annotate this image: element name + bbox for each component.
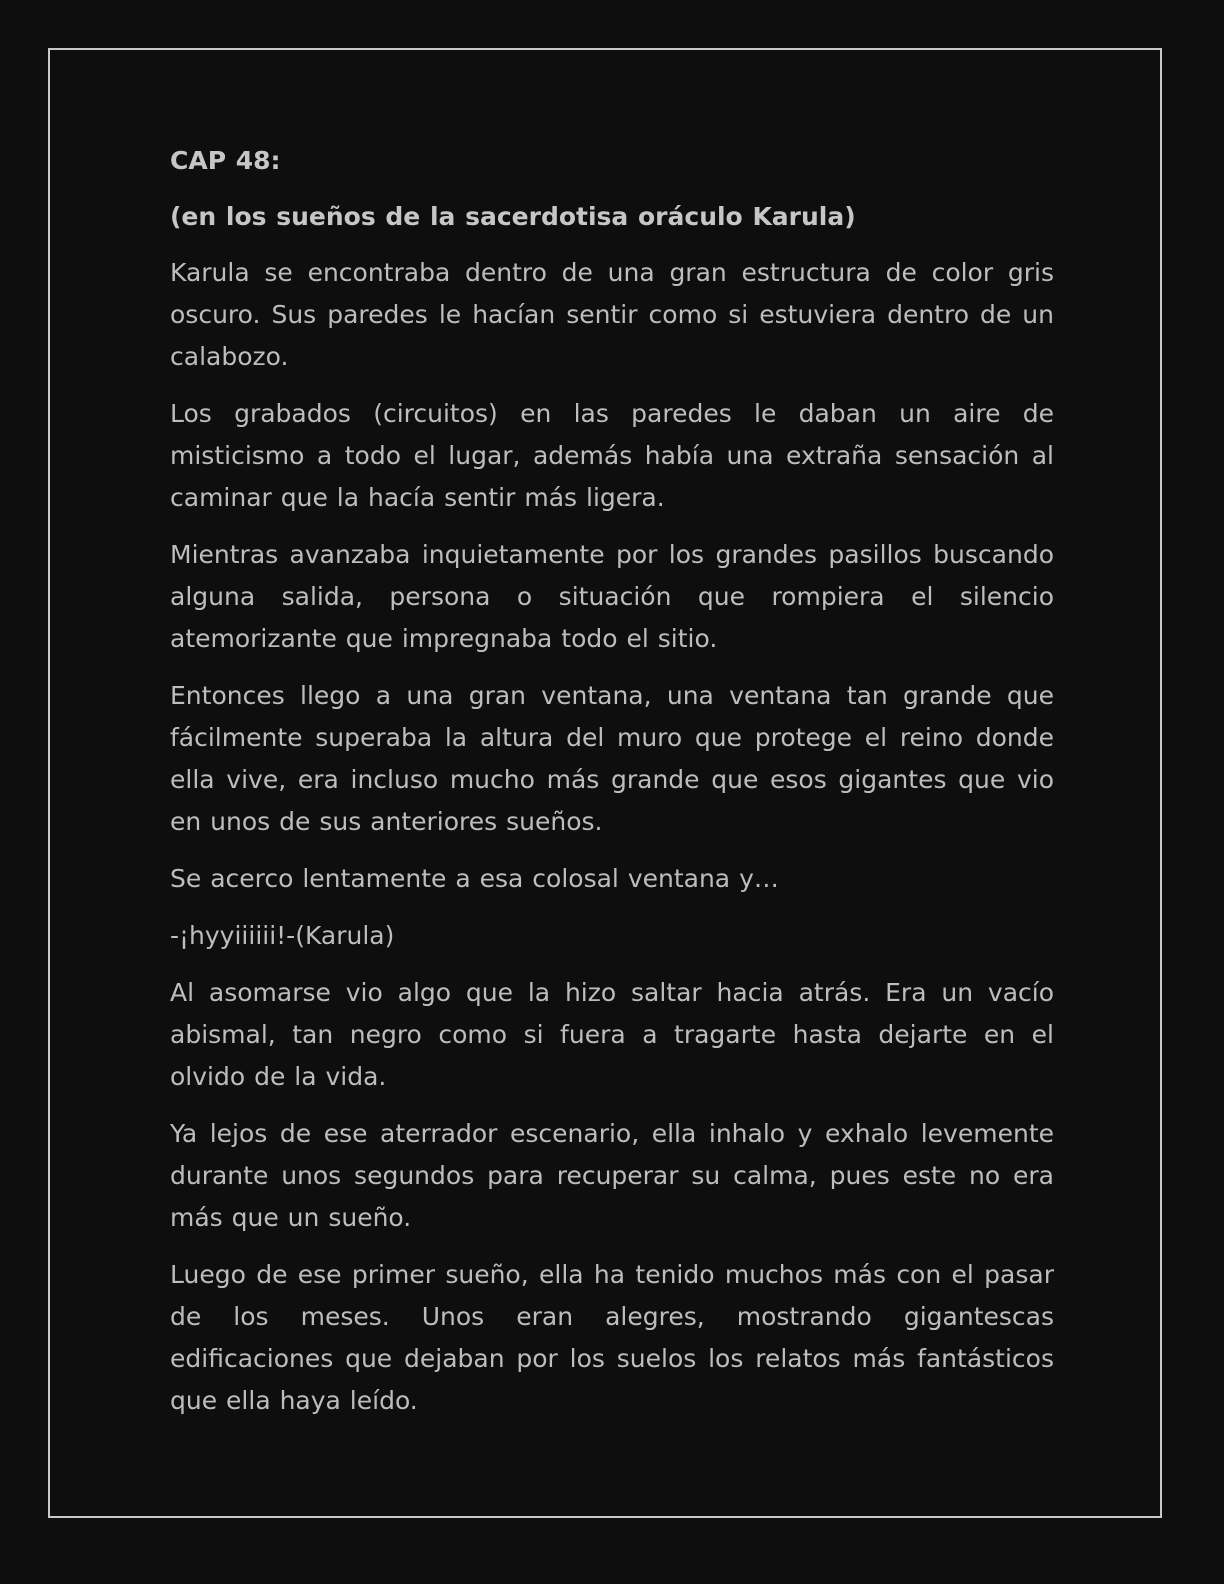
- paragraph: Ya lejos de ese aterrador escenario, ella inhalo y exhalo levemente durante unos segundos para recuperar su calma, pues este no era más que un sueño.: [170, 1119, 1054, 1232]
- paragraph: Se acerco lentamente a esa colosal ventana y…: [170, 864, 779, 893]
- chapter-title: CAP 48:: [170, 146, 281, 175]
- paragraph: Entonces llego a una gran ventana, una ventana tan grande que fácilmente superaba la altura del muro que protege el reino donde ella vive, era incluso mucho más grande que esos gigantes que vio en unos de sus anteriores sueños.: [170, 681, 1054, 836]
- paragraph: Luego de ese primer sueño, ella ha tenido muchos más con el pasar de los meses. Unos eran alegres, mostrando gigantescas edificaciones que dejaban por los suelos los relatos más fantásticos que ella haya leído.: [170, 1260, 1054, 1415]
- paragraph: Karula se encontraba dentro de una gran estructura de color gris oscuro. Sus paredes le hacían sentir como si estuviera dentro de un calabozo.: [170, 258, 1054, 371]
- paragraph: -¡hyyiiiiii!-(Karula): [170, 921, 395, 950]
- paragraph: Mientras avanzaba inquietamente por los grandes pasillos buscando alguna salida, persona o situación que rompiera el silencio atemorizante que impregnaba todo el sitio.: [170, 540, 1054, 653]
- page-content: [170, 140, 1054, 1437]
- paragraph: Los grabados (circuitos) en las paredes le daban un aire de misticismo a todo el lugar, además había una extraña sensación al caminar que la hacía sentir más ligera.: [170, 399, 1054, 512]
- paragraph: Al asomarse vio algo que la hizo saltar hacia atrás. Era un vacío abismal, tan negro como si fuera a tragarte hasta dejarte en el olvido de la vida.: [170, 978, 1054, 1091]
- chapter-subtitle: (en los sueños de la sacerdotisa oráculo Karula): [170, 202, 856, 231]
